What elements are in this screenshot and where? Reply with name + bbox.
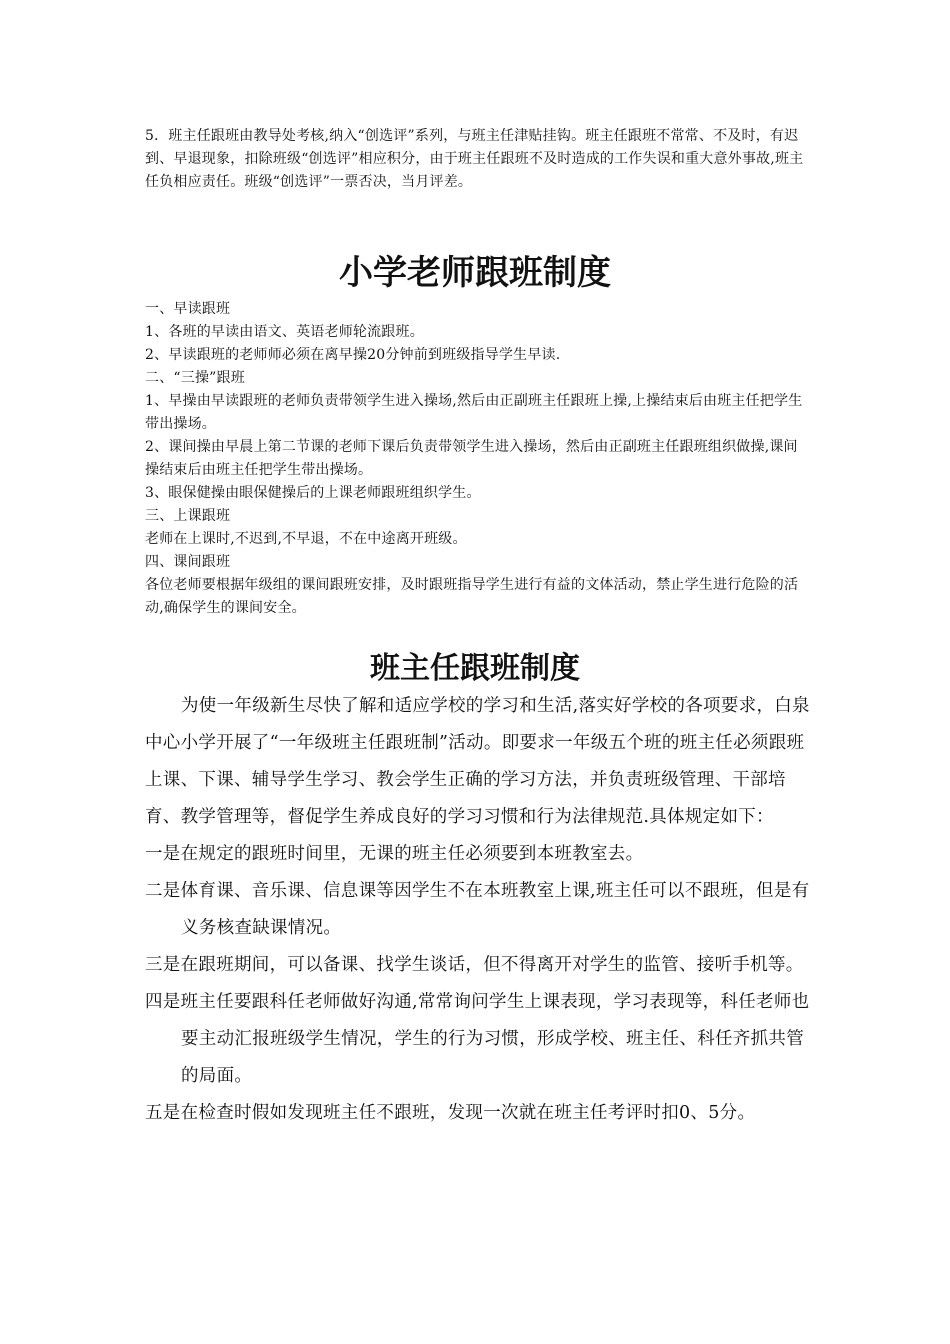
rule-item: 四是班主任要跟科任老师做好沟通,常常询问学生上课表现，学习表现等，科任老师也要主动汇报班级学生情况，学生的行为习惯，形成学校、班主任、科任齐抓共管的局面。	[145, 992, 810, 1086]
top-paragraph: 5．班主任跟班由教导处考核,纳入“创选评”系列，与班主任津贴挂钩。班主任跟班不常常、不及时，有迟到、早退现象，扣除班级“创选评”相应积分，由于班主任跟班不及时造成的工作失误和重大意外事故,班主任负相应责任。班级“创选评”一票否决，当月评差。	[145, 128, 804, 190]
section2-body	[145, 688, 810, 1132]
list-item: 各位老师要根据年级组的课间跟班安排，及时跟班指导学生进行有益的文体活动，禁止学生进行危险的活动,确保学生的课间安全。	[145, 577, 799, 616]
section2-intro: 为使一年级新生尽快了解和适应学校的学习和生活,落实好学校的各项要求，白泉中心小学开展了“一年级班主任跟班制”活动。即要求一年级五个班的班主任必须跟班上课、下课、辅导学生学习、教会学生正确的学习方法，并负责班级管理、干部培育、教学管理等，督促学生养成良好的学习习惯和行为法律规范.具体规定如下：	[145, 696, 810, 827]
list-item: 3、眼保健操由眼保健操后的上课老师跟班组织学生。	[145, 485, 481, 501]
rule-item: 一是在规定的跟班时间里，无课的班主任必须要到本班教室去。	[145, 844, 644, 864]
section1-body	[145, 298, 810, 620]
section1-title: 小学老师跟班制度	[339, 253, 611, 293]
heading-three-exercises: 二、“三操”跟班	[145, 370, 245, 386]
rule-item: 二是体育课、音乐课、信息课等因学生不在本班教室上课,班主任可以不跟班，但是有义务核查缺课情况。	[145, 881, 810, 938]
list-item: 1、早操由早读跟班的老师负责带领学生进入操场,然后由正副班主任跟班上操,上操结束后由班主任把学生带出操场。	[145, 393, 803, 432]
list-item: 1、各班的早读由语文、英语老师轮流跟班。	[145, 324, 424, 340]
heading-class-time: 三、上课跟班	[145, 508, 231, 524]
rule-item: 三是在跟班期间，可以备课、找学生谈话，但不得离开对学生的监管、接听手机等。	[145, 955, 804, 975]
heading-break-time: 四、课间跟班	[145, 554, 231, 570]
list-item: 2、课间操由早晨上第二节课的老师下课后负责带领学生进入操场，然后由正副班主任跟班组织做操,课间操结束后由班主任把学生带出操场。	[145, 439, 798, 478]
section2-title: 班主任跟班制度	[370, 651, 580, 686]
list-item: 2、早读跟班的老师师必须在离早操20分钟前到班级指导学生早读.	[145, 347, 561, 363]
rule-item: 五是在检查时假如发现班主任不跟班，发现一次就在班主任考评时扣0、5分。	[145, 1103, 756, 1123]
list-item: 老师在上课时,不迟到,不早退，不在中途离开班级。	[145, 531, 467, 547]
heading-morning-reading: 一、早读跟班	[145, 301, 231, 317]
